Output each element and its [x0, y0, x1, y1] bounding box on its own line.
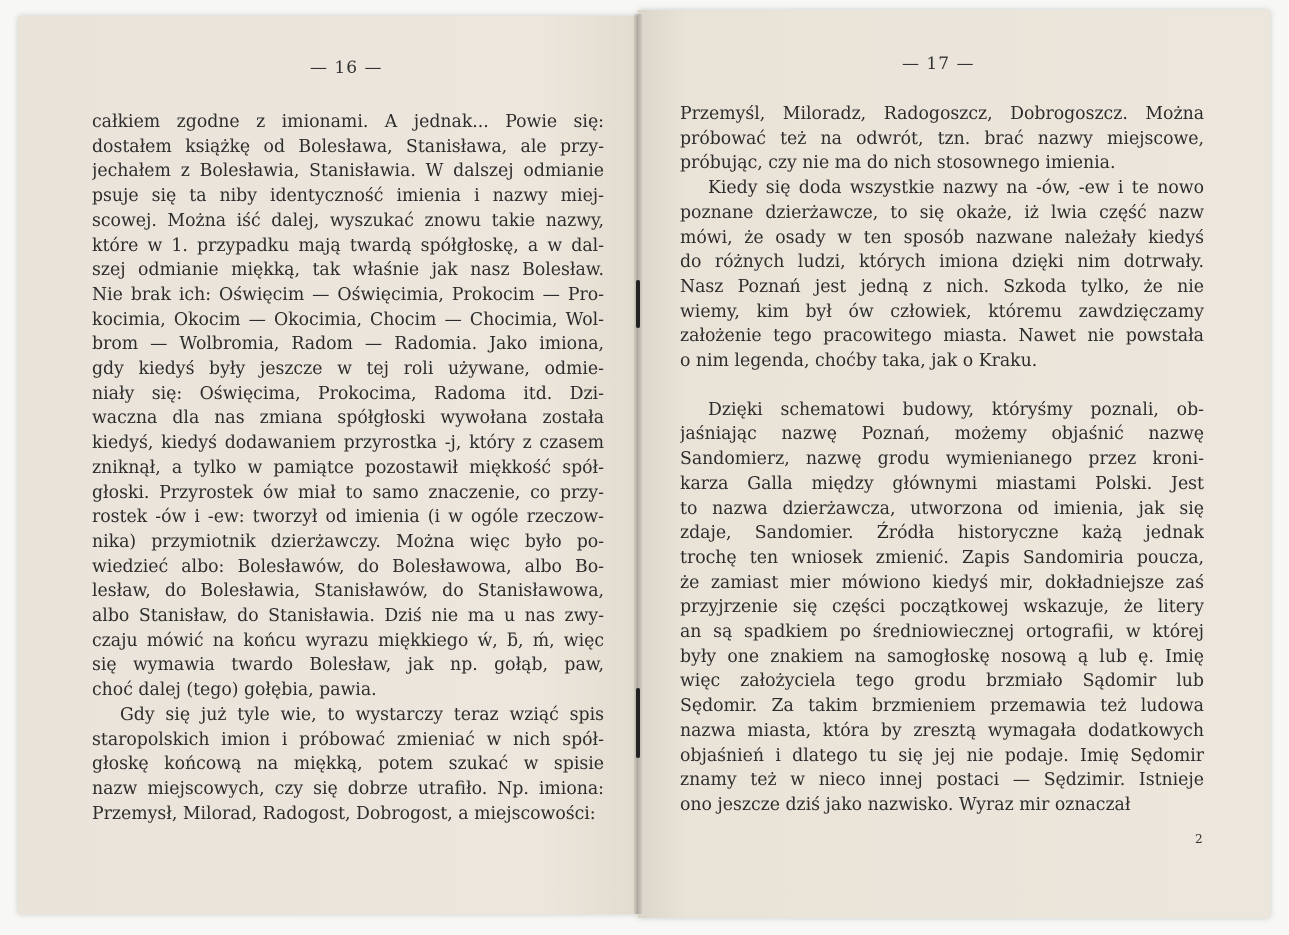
text-line: albo Stanisław, do Stanisławia. Dziś nie ma u nas zwy- — [92, 606, 604, 627]
text-line: Dzięki schematowi budowy, któryśmy poznali, ob- — [708, 399, 1204, 420]
text-line: gdy kiedyś były jeszcze w tej roli używane, odmie- — [92, 359, 604, 380]
text-line: psuje się ta niby identyczność imienia i nazwy miej- — [92, 186, 604, 207]
text-line: się wymawia twardo Bolesław, jak np. gołąb, paw, — [92, 655, 604, 676]
text-line: przyjrzenie się części początkowej wskazuje, że litery — [680, 597, 1204, 618]
paragraph-gap — [680, 374, 1204, 398]
text-line: jechałem z Bolesławia, Stanisławia. W dalszej odmianie — [92, 161, 604, 182]
text-line: były one znakiem na samogłoskę nosową ą lub ę. Imię — [680, 646, 1204, 667]
text-line: staropolskich imion i próbować zmieniać w nich spół- — [92, 729, 604, 750]
text-line: zdaje, Sandomier. Źródła historyczne każą jednak — [680, 523, 1204, 544]
text-line: trochę ten wniosek zmienić. Zapis Sandomiria poucza, — [680, 547, 1204, 568]
left-page-number: — 16 — — [310, 58, 383, 78]
text-line: próbować też na odwrót, tzn. brać nazwy miejscowe, — [680, 128, 1204, 149]
text-line: choć dalej (tego) gołębia, pawia. — [92, 680, 377, 701]
text-line: które w 1. przypadku mają twardą spółgłoskę, a w dal- — [92, 235, 604, 256]
right-page-text — [680, 102, 1204, 818]
text-line: Przemyśl, Miloradz, Radogoszcz, Dobrogoszcz. Można — [680, 104, 1204, 124]
text-line: Przemysł, Milorad, Radogost, Dobrogost, a miejscowości: — [92, 803, 596, 824]
text-line: Sandomierz, nazwę grodu wymienianego przez kroni- — [680, 449, 1204, 470]
text-line: lesław, do Bolesławia, Stanisławów, do Stanisławowa, — [92, 581, 604, 602]
text-line: głoskę końcową na miękką, potem szukać w spisie — [92, 754, 604, 775]
text-line: brom — Wolbromia, Radom — Radomia. Jako imiona, — [92, 334, 604, 355]
right-page-number: — 17 — — [902, 54, 975, 74]
text-line: to nazwa dzierżawcza, utworzona od imienia, jak się — [680, 498, 1204, 519]
staple-bottom — [636, 688, 640, 758]
text-line: waczna dla nas zmiana spółgłoski wywołana została — [92, 408, 604, 429]
text-line: ono jeszcze dziś jako nazwisko. Wyraz mir oznaczał — [680, 794, 1131, 815]
left-page-text — [92, 110, 604, 826]
text-line: założenie tego pracowitego miasta. Nawet nie powstała — [680, 326, 1204, 347]
staple-top — [636, 280, 640, 328]
text-line: Nasz Poznań jest jedną z nich. Szkoda tylko, że nie — [680, 276, 1204, 297]
text-line: an są spadkiem po średniowiecznej ortografii, w której — [680, 622, 1204, 643]
text-line: szej odmianie miękką, tak właśnie jak nasz Bolesław. — [92, 260, 604, 281]
text-line: Nie brak ich: Oświęcim — Oświęcimia, Prokocim — Pro- — [92, 284, 604, 305]
text-line: dostałem książkę od Bolesława, Stanisława, ale przy- — [92, 136, 604, 157]
text-line: zniknął, a tylko w pamiątce pozostawił miękkość spół- — [92, 457, 604, 478]
text-line: że zamiast mier mówiono kiedyś mir, dokładniejsze zaś — [680, 572, 1204, 593]
text-line: wiedzieć albo: Bolesławów, do Bolesławowa, albo Bo- — [92, 556, 604, 577]
text-line: mówi, że osady w ten sposób nazwane należały kiedyś — [680, 227, 1204, 248]
signature-mark: 2 — [1195, 832, 1203, 846]
text-line: nazw miejscowych, czy się dobrze utrafiło. Np. imiona: — [92, 778, 604, 799]
text-line: Gdy się już tyle wie, to wystarczy teraz wziąć spis — [120, 704, 604, 725]
text-line: próbując, czy nie ma do nich stosownego imienia. — [680, 153, 1116, 174]
text-line: nazwa miasta, która by zresztą wymagała dodatkowych — [680, 720, 1204, 741]
text-line: Kiedy się doda wszystkie nazwy na -ów, -ew i te nowo — [708, 178, 1204, 199]
text-line: niały się: Oświęcima, Prokocima, Radoma itd. Dzi- — [92, 383, 604, 404]
text-line: wiemy, kim był ów człowiek, któremu zawdzięczamy — [680, 301, 1204, 322]
text-line: rostek -ów i -ew: tworzył od imienia (i w ogóle rzeczow- — [92, 507, 604, 528]
text-line: objaśnień i dlatego tu się jej nie podaje. Imię Sędomir — [680, 745, 1204, 766]
text-line: karza Galla między głównymi miastami Polski. Jest — [680, 473, 1204, 494]
text-line: znamy też w nieco innej postaci — Sędzimir. Istnieje — [680, 770, 1204, 791]
text-line: kiedyś, kiedyś dodawaniem przyrostka -j, który z czasem — [92, 433, 604, 454]
text-line: kocimia, Okocim — Okocimia, Chocim — Chocimia, Wol- — [92, 309, 604, 330]
book-gutter — [634, 14, 642, 914]
text-line: głoski. Przyrostek ów miał to samo znaczenie, co przy- — [92, 482, 604, 503]
text-line: jaśniając nazwę Poznań, możemy objaśnić nazwę — [680, 424, 1204, 445]
text-line: nika) przymiotnik dzierżawczy. Można więc było po- — [92, 531, 604, 552]
text-line: poznane dzierżawcze, to się okaże, iż lwia część nazw — [680, 202, 1204, 223]
text-line: do różnych ludzi, których imiona dzięki nim dotrwały. — [680, 252, 1204, 273]
text-line: więc założyciela tego grodu brzmiało Sądomir lub — [680, 671, 1204, 692]
text-line: Sędomir. Za takim brzmieniem przemawia też ludowa — [680, 696, 1204, 717]
text-line: czaju mówić na końcu wyrazu miękkiego ẃ, ƃ, ḿ, więc — [92, 630, 604, 651]
text-line: scowej. Można iść dalej, wyszukać znowu takie nazwy, — [92, 210, 604, 231]
text-line: o nim legenda, choćby taka, jak o Kraku. — [680, 351, 1038, 372]
text-line: całkiem zgodne z imionami. A jednak... Powie się: — [92, 112, 604, 132]
